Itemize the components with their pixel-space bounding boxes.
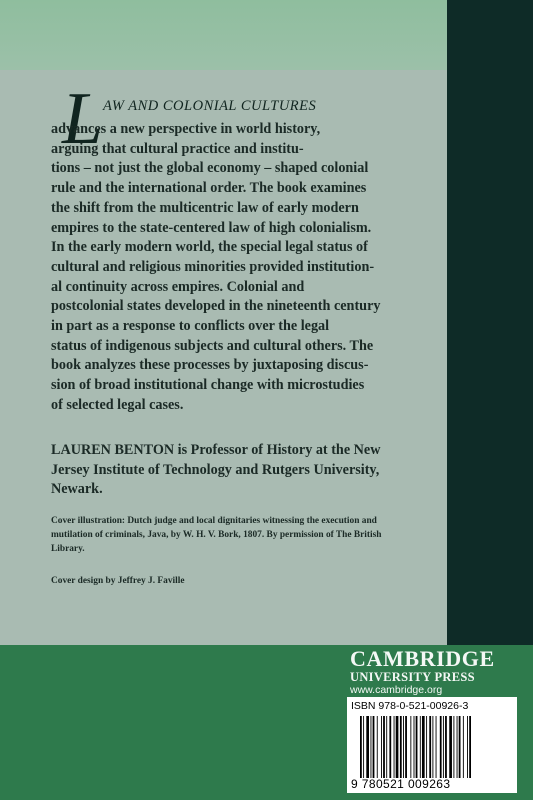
barcode-bar — [420, 716, 421, 778]
blurb-paragraph — [51, 120, 441, 416]
barcode-bar — [363, 716, 364, 778]
barcode-bar — [381, 716, 382, 778]
publisher-name: CAMBRIDGE — [350, 646, 495, 671]
barcode-bar — [469, 716, 471, 778]
barcode-bar — [371, 716, 372, 778]
barcode-bar — [457, 716, 458, 778]
barcode-bar — [422, 716, 425, 778]
blurb-line: status of indigenous subjects and cultural others. The — [51, 337, 374, 354]
barcode-bars — [360, 716, 512, 778]
barcode-bar — [396, 716, 399, 778]
barcode-bar — [445, 716, 447, 778]
barcode-bar — [377, 716, 378, 778]
cover-design-credit: Cover design by Jeffrey J. Faville — [51, 576, 185, 586]
blurb-line: rule and the international order. The book examines — [51, 180, 367, 197]
author-bio — [51, 441, 446, 500]
blurb-line: In the early modern world, the special legal status of — [51, 239, 368, 256]
isbn-text: ISBN 978-0-521-00926-3 — [351, 700, 469, 712]
barcode-bar — [403, 716, 404, 778]
blurb-line: of selected legal cases. — [51, 396, 184, 413]
barcode-bar — [426, 716, 427, 778]
barcode-bar — [443, 716, 444, 778]
dropcap-letter: L — [62, 78, 104, 160]
blurb-line: cultural and religious minorities provided institution- — [51, 258, 375, 275]
barcode-bar — [449, 716, 452, 778]
barcode-bar — [436, 716, 437, 778]
barcode-bar — [459, 716, 461, 778]
blurb-line: advances a new perspective in world history, — [51, 121, 321, 137]
blurb-line: sion of broad institutional change with microstudies — [51, 377, 365, 394]
blurb-line: empires to the state-centered law of high colonialism. — [51, 219, 372, 236]
publisher-subname: UNIVERSITY PRESS — [350, 670, 475, 684]
author-bio-line: Newark. — [51, 481, 103, 498]
blurb-line: the shift from the multicentric law of early modern — [51, 199, 359, 216]
blurb-line: arguing that cultural practice and institu- — [51, 140, 304, 157]
barcode-bar — [463, 716, 464, 778]
barcode-bar — [360, 716, 362, 778]
credit-line: Cover illustration: Dutch judge and local dignitaries witnessing the execution and — [51, 516, 377, 526]
barcode-bar — [383, 716, 385, 778]
barcode-bar — [389, 716, 391, 778]
barcode-bar — [453, 716, 454, 778]
barcode-digits: 9 780521 009263 — [351, 777, 451, 791]
barcode-bar — [414, 716, 415, 778]
blurb-line: tions – not just the global economy – shaped colonial — [51, 160, 369, 177]
author-bio-line: Jersey Institute of Technology and Rutgers University, — [51, 461, 380, 478]
top-color-band — [0, 0, 447, 70]
barcode-bar — [394, 716, 395, 778]
book-title-text: AW AND COLONIAL CULTURES — [103, 98, 317, 114]
barcode-bar — [373, 716, 375, 778]
barcode-bar — [410, 716, 411, 778]
credit-line: Library. — [51, 543, 85, 554]
blurb-line: al continuity across empires. Colonial and — [51, 278, 305, 295]
blurb-line: book analyzes these processes by juxtaposing discus- — [51, 357, 369, 374]
barcode-bar — [386, 716, 387, 778]
author-bio-line: LAUREN BENTON is Professor of History at the New — [51, 442, 381, 458]
barcode-bar — [429, 716, 431, 778]
barcode-bar — [467, 716, 468, 778]
barcode-bar — [405, 716, 407, 778]
cover-illustration-credit — [51, 515, 446, 556]
publisher-url: www.cambridge.org — [350, 684, 443, 696]
barcode-bar — [400, 716, 402, 778]
blurb-line: in part as a response to conflicts over the legal — [51, 318, 330, 335]
barcode-bar — [432, 716, 433, 778]
barcode-bar — [440, 716, 442, 778]
spine-strip — [447, 0, 533, 645]
credit-line: mutilation of criminals, Java, by W. H. V. Bork, 1807. By permission of The British — [51, 529, 382, 540]
barcode-bar — [416, 716, 418, 778]
blurb-line: postcolonial states developed in the nineteenth century — [51, 298, 381, 315]
barcode-bar — [366, 716, 369, 778]
